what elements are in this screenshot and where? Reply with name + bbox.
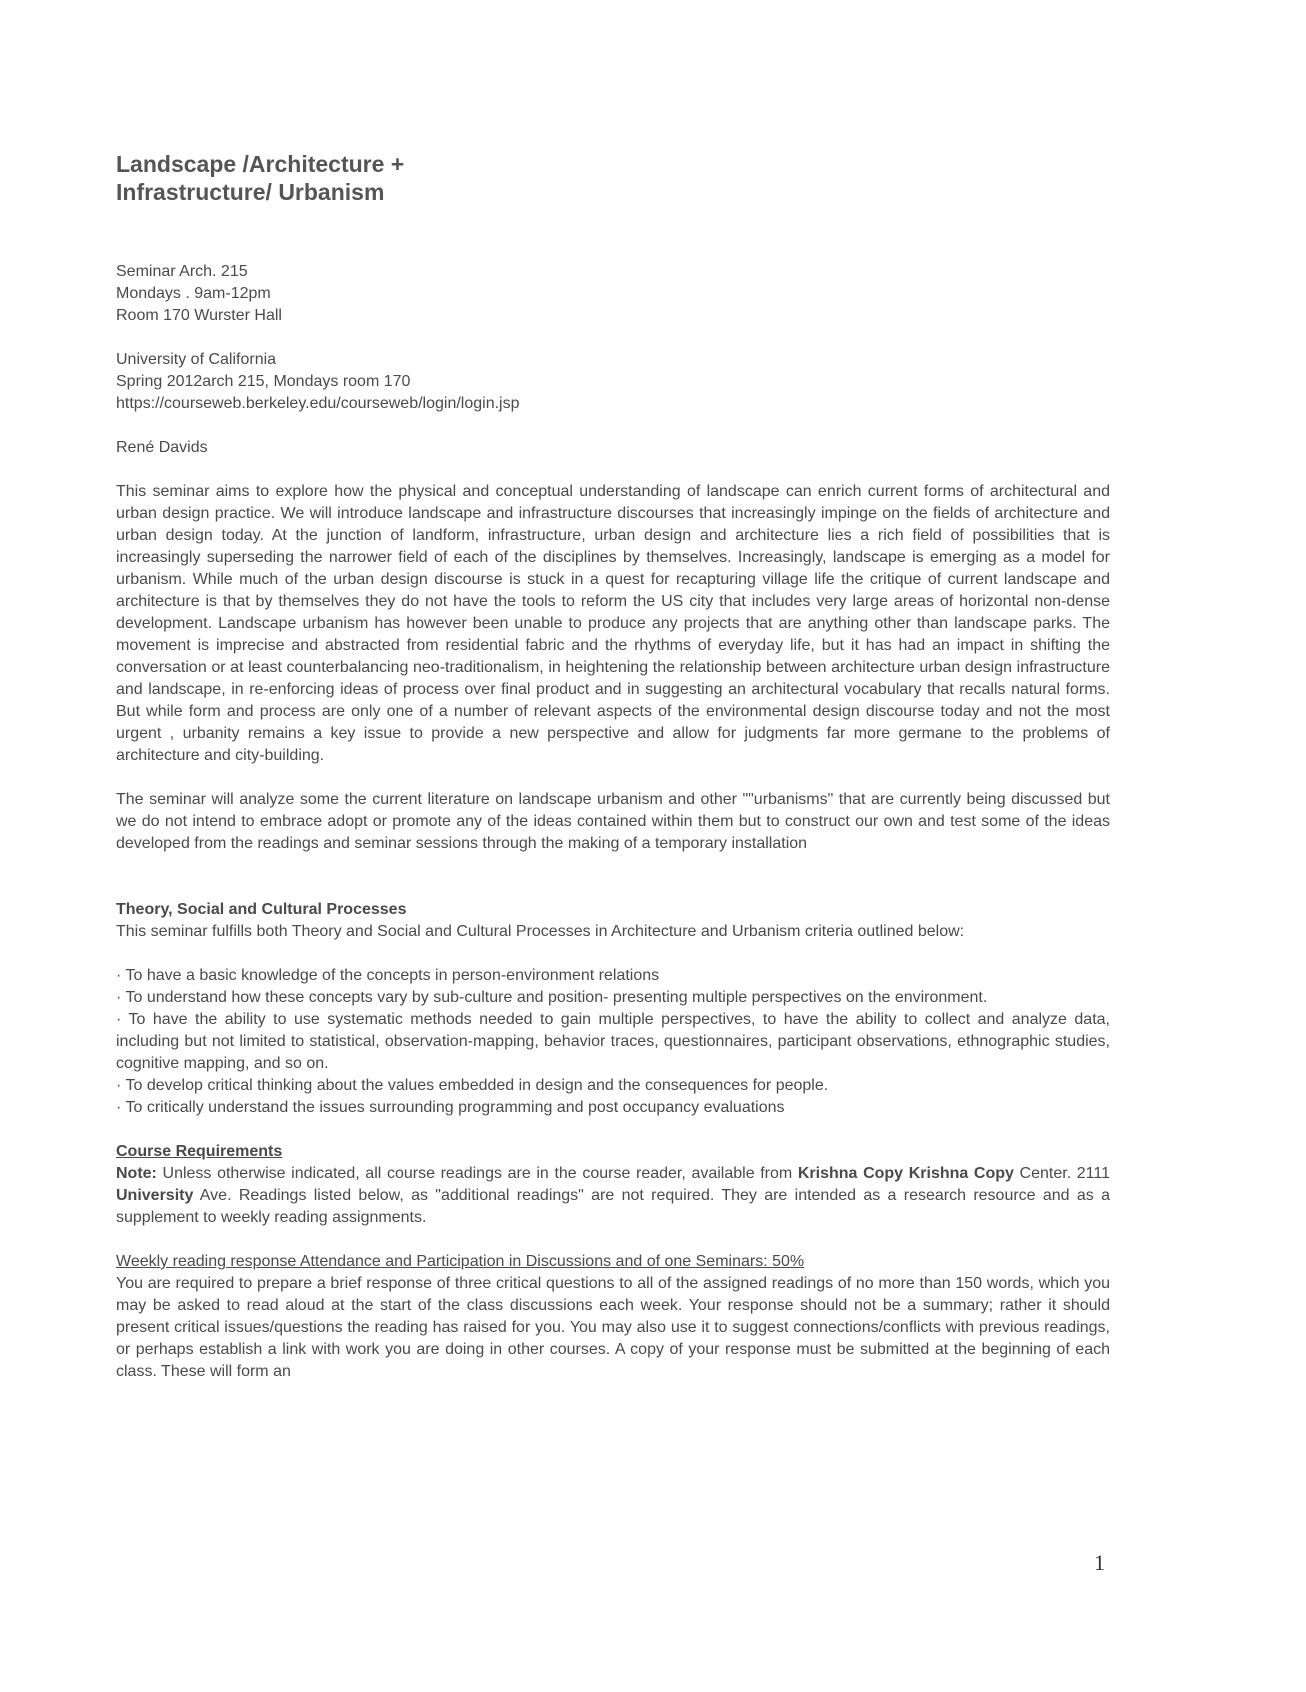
course-schedule: Mondays . 9am-12pm bbox=[116, 285, 271, 302]
note-label: Note: bbox=[116, 1165, 157, 1182]
intro-paragraph: This seminar aims to explore how the physical and conceptual understanding of landscape can enrich current forms of architectural and urban design practice. We will introduce landscape and infrastructure discourses that increasingly impinge on the fields of architecture and urban design today. At the junction of landform, infrastructure, urban design and architecture lies a rich field of possibilities that is increasingly superseding the narrower field of each of the disciplines by themselves. Increasingly, landscape is emerging as a model for urbanism. While much of the urban design discourse is stuck in a quest for recapturing village life the critique of current landscape and architecture is that by themselves they do not have the tools to reform the US city that includes very large areas of horizontal non-dense development. Landscape urbanism has however been unable to produce any projects that are anything other than landscape parks. The movement is imprecise and abstracted from residential fabric and the rhythms of everyday life, but it has had an impact in shifting the conversation or at least counterbalancing neo-traditionalism, in heightening the relationship between architecture urban design infrastructure and landscape, in re-enforcing ideas of process over final product and in suggesting an architectural vocabulary that recalls natural forms. But while form and process are only one of a number of relevant aspects of the environmental design discourse today and not the most urgent , urbanity remains a key issue to provide a new perspective and allow for judgments far more germane to the problems of architecture and city-building. bbox=[116, 483, 1110, 764]
list-item: · To have the ability to use systematic methods needed to gain multiple perspectives, to have the ability to collect and analyze data, including but not limited to statistical, observation-mapping, behavior traces, questionnaires, participant observations, ethnographic studies, cognitive mapping, and so on. bbox=[116, 1011, 1110, 1072]
note-bold-1: Krishna Copy Krishna Copy bbox=[797, 1165, 1014, 1182]
page-number: 1 bbox=[1094, 1550, 1105, 1575]
title-line-1: Landscape /Architecture + bbox=[116, 151, 405, 177]
university-info bbox=[116, 349, 1110, 415]
university-name: University of California bbox=[116, 351, 277, 368]
course-number: Seminar Arch. 215 bbox=[116, 263, 248, 280]
theory-intro: This seminar fulfills both Theory and Social and Cultural Processes in Architecture and Urbanism criteria outlined below: bbox=[116, 923, 965, 940]
list-item: · To develop critical thinking about the values embedded in design and the consequences for people. bbox=[116, 1077, 829, 1094]
weekly-heading: Weekly reading response Attendance and Participation in Discussions and of one Seminars: 50% bbox=[116, 1253, 805, 1270]
note-bold-2: University bbox=[116, 1187, 194, 1204]
note-text-2: Center. 2111 bbox=[1013, 1165, 1110, 1182]
note-text-1: Unless otherwise indicated, all course readings are in the course reader, available from bbox=[156, 1165, 798, 1182]
requirements-note bbox=[116, 1163, 1110, 1229]
second-paragraph: The seminar will analyze some the current literature on landscape urbanism and other ""urbanisms" that are currently being discussed but we do not intend to embrace adopt or promote any of the ideas contained within them but to construct our own and test some of the ideas developed from the readings and seminar sessions through the making of a temporary installation bbox=[116, 791, 1110, 852]
document-page bbox=[116, 150, 1110, 1383]
requirements-heading: Course Requirements bbox=[116, 1143, 283, 1160]
term-info: Spring 2012arch 215, Mondays room 170 bbox=[116, 373, 411, 390]
course-url: https://courseweb.berkeley.edu/courseweb/login/login.jsp bbox=[116, 395, 520, 412]
course-info bbox=[116, 261, 1110, 327]
course-room: Room 170 Wurster Hall bbox=[116, 307, 282, 324]
criteria-list bbox=[116, 965, 1110, 1119]
list-item: · To have a basic knowledge of the concepts in person-environment relations bbox=[116, 967, 660, 984]
title-line-2: Infrastructure/ Urbanism bbox=[116, 179, 385, 205]
instructor-name: René Davids bbox=[116, 439, 208, 456]
document-title bbox=[116, 150, 1110, 206]
weekly-text: You are required to prepare a brief response of three critical questions to all of the assigned readings of no more than 150 words, which you may be asked to read aloud at the start of the class discussions each week. Your response should not be a summary; rather it should present critical issues/questions the reading has raised for you. You may also use it to suggest connections/conflicts with previous readings, or perhaps establish a link with work you are doing in other courses. A copy of your response must be submitted at the beginning of each class. These will form an bbox=[116, 1275, 1110, 1380]
list-item: · To understand how these concepts vary by sub-culture and position- presenting multiple perspectives on the environment. bbox=[116, 989, 988, 1006]
list-item: · To critically understand the issues surrounding programming and post occupancy evaluations bbox=[116, 1099, 785, 1116]
theory-heading: Theory, Social and Cultural Processes bbox=[116, 901, 407, 918]
note-text-3: Ave. Readings listed below, as "additional readings" are not required. They are intended as a research resource and as a supplement to weekly reading assignments. bbox=[116, 1187, 1110, 1226]
